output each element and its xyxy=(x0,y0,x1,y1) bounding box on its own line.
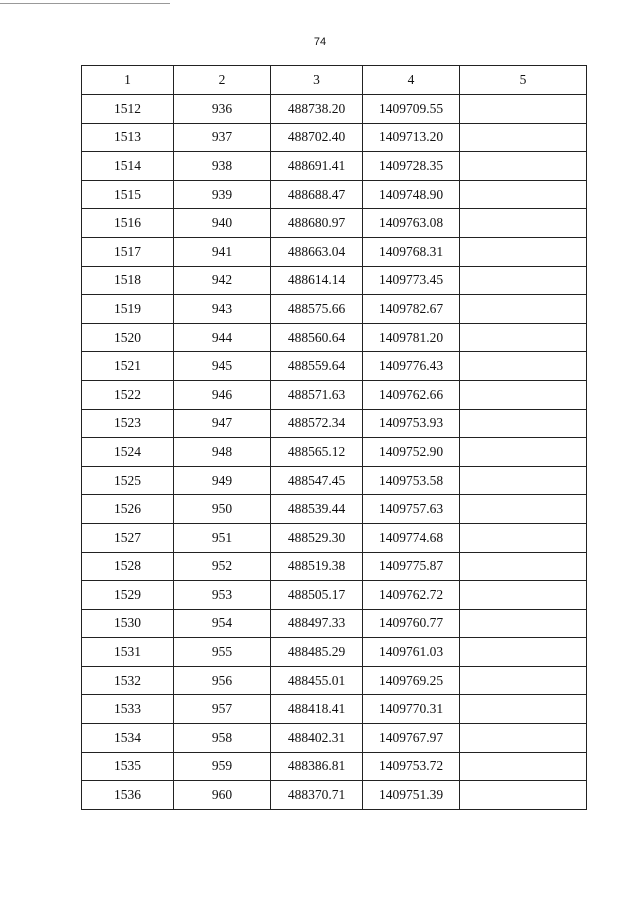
cell-coordinate-y: 1409751.39 xyxy=(363,781,460,810)
cell-coordinate-x: 488402.31 xyxy=(271,724,363,753)
cell-note xyxy=(460,752,587,781)
cell-note xyxy=(460,180,587,209)
cell-coordinate-y: 1409761.03 xyxy=(363,638,460,667)
table-row xyxy=(82,523,587,552)
cell-point-number: 1514 xyxy=(82,152,174,181)
table-row xyxy=(82,209,587,238)
column-header-5: 5 xyxy=(460,66,587,95)
cell-point-number: 1535 xyxy=(82,752,174,781)
cell-coordinate-x: 488418.41 xyxy=(271,695,363,724)
cell-coordinate-x: 488663.04 xyxy=(271,237,363,266)
cell-coordinate-y: 1409781.20 xyxy=(363,323,460,352)
cell-coordinate-x: 488738.20 xyxy=(271,95,363,124)
cell-point-number: 1512 xyxy=(82,95,174,124)
cell-point-number: 1516 xyxy=(82,209,174,238)
table-row xyxy=(82,495,587,524)
cell-note xyxy=(460,666,587,695)
cell-note xyxy=(460,495,587,524)
cell-vertex-number: 958 xyxy=(174,724,271,753)
cell-coordinate-x: 488485.29 xyxy=(271,638,363,667)
table-row xyxy=(82,380,587,409)
table-row xyxy=(82,466,587,495)
column-header-3: 3 xyxy=(271,66,363,95)
cell-coordinate-x: 488497.33 xyxy=(271,609,363,638)
cell-coordinate-y: 1409774.68 xyxy=(363,523,460,552)
table-row xyxy=(82,581,587,610)
cell-coordinate-y: 1409769.25 xyxy=(363,666,460,695)
cell-coordinate-y: 1409728.35 xyxy=(363,152,460,181)
table-row xyxy=(82,638,587,667)
cell-coordinate-x: 488559.64 xyxy=(271,352,363,381)
cell-coordinate-y: 1409760.77 xyxy=(363,609,460,638)
cell-note xyxy=(460,237,587,266)
cell-vertex-number: 936 xyxy=(174,95,271,124)
cell-coordinate-x: 488680.97 xyxy=(271,209,363,238)
cell-note xyxy=(460,609,587,638)
cell-note xyxy=(460,409,587,438)
cell-coordinate-y: 1409748.90 xyxy=(363,180,460,209)
table-row xyxy=(82,666,587,695)
cell-coordinate-x: 488688.47 xyxy=(271,180,363,209)
cell-coordinate-x: 488560.64 xyxy=(271,323,363,352)
cell-coordinate-y: 1409782.67 xyxy=(363,295,460,324)
cell-point-number: 1526 xyxy=(82,495,174,524)
cell-coordinate-y: 1409709.55 xyxy=(363,95,460,124)
cell-vertex-number: 940 xyxy=(174,209,271,238)
cell-coordinate-y: 1409767.97 xyxy=(363,724,460,753)
table-row xyxy=(82,295,587,324)
cell-point-number: 1515 xyxy=(82,180,174,209)
column-header-1: 1 xyxy=(82,66,174,95)
cell-vertex-number: 953 xyxy=(174,581,271,610)
column-header-2: 2 xyxy=(174,66,271,95)
cell-coordinate-x: 488539.44 xyxy=(271,495,363,524)
cell-coordinate-y: 1409762.72 xyxy=(363,581,460,610)
cell-coordinate-y: 1409770.31 xyxy=(363,695,460,724)
cell-note xyxy=(460,638,587,667)
cell-coordinate-y: 1409753.72 xyxy=(363,752,460,781)
cell-note xyxy=(460,380,587,409)
cell-coordinate-y: 1409763.08 xyxy=(363,209,460,238)
table-row xyxy=(82,552,587,581)
cell-vertex-number: 945 xyxy=(174,352,271,381)
table-row xyxy=(82,438,587,467)
cell-point-number: 1517 xyxy=(82,237,174,266)
cell-coordinate-x: 488565.12 xyxy=(271,438,363,467)
table-row xyxy=(82,323,587,352)
cell-point-number: 1520 xyxy=(82,323,174,352)
cell-point-number: 1524 xyxy=(82,438,174,467)
table-row xyxy=(82,352,587,381)
cell-note xyxy=(460,323,587,352)
column-header-4: 4 xyxy=(363,66,460,95)
cell-vertex-number: 951 xyxy=(174,523,271,552)
cell-vertex-number: 955 xyxy=(174,638,271,667)
cell-coordinate-x: 488702.40 xyxy=(271,123,363,152)
cell-note xyxy=(460,552,587,581)
cell-point-number: 1522 xyxy=(82,380,174,409)
cell-note xyxy=(460,123,587,152)
cell-coordinate-y: 1409752.90 xyxy=(363,438,460,467)
cell-coordinate-x: 488572.34 xyxy=(271,409,363,438)
cell-vertex-number: 942 xyxy=(174,266,271,295)
coordinates-table xyxy=(81,65,587,810)
cell-coordinate-y: 1409762.66 xyxy=(363,380,460,409)
table-row xyxy=(82,95,587,124)
cell-note xyxy=(460,209,587,238)
cell-point-number: 1529 xyxy=(82,581,174,610)
cell-point-number: 1534 xyxy=(82,724,174,753)
cell-coordinate-x: 488370.71 xyxy=(271,781,363,810)
cell-note xyxy=(460,581,587,610)
cell-point-number: 1513 xyxy=(82,123,174,152)
cell-point-number: 1531 xyxy=(82,638,174,667)
cell-note xyxy=(460,523,587,552)
table-header-row xyxy=(82,66,587,95)
cell-coordinate-y: 1409768.31 xyxy=(363,237,460,266)
cell-point-number: 1521 xyxy=(82,352,174,381)
cell-vertex-number: 954 xyxy=(174,609,271,638)
cell-coordinate-x: 488575.66 xyxy=(271,295,363,324)
cell-coordinate-x: 488571.63 xyxy=(271,380,363,409)
cell-vertex-number: 960 xyxy=(174,781,271,810)
cell-coordinate-y: 1409753.58 xyxy=(363,466,460,495)
cell-note xyxy=(460,695,587,724)
cell-point-number: 1528 xyxy=(82,552,174,581)
page-number: 74 xyxy=(313,36,327,48)
cell-note xyxy=(460,724,587,753)
cell-vertex-number: 952 xyxy=(174,552,271,581)
cell-vertex-number: 947 xyxy=(174,409,271,438)
table-row xyxy=(82,152,587,181)
cell-coordinate-y: 1409713.20 xyxy=(363,123,460,152)
table-row xyxy=(82,237,587,266)
cell-coordinate-y: 1409757.63 xyxy=(363,495,460,524)
cell-coordinate-y: 1409776.43 xyxy=(363,352,460,381)
cell-coordinate-x: 488386.81 xyxy=(271,752,363,781)
cell-point-number: 1519 xyxy=(82,295,174,324)
cell-coordinate-x: 488691.41 xyxy=(271,152,363,181)
cell-note xyxy=(460,352,587,381)
cell-note xyxy=(460,266,587,295)
cell-vertex-number: 957 xyxy=(174,695,271,724)
cell-vertex-number: 949 xyxy=(174,466,271,495)
cell-vertex-number: 938 xyxy=(174,152,271,181)
cell-coordinate-y: 1409773.45 xyxy=(363,266,460,295)
cell-point-number: 1518 xyxy=(82,266,174,295)
table-row xyxy=(82,724,587,753)
cell-point-number: 1527 xyxy=(82,523,174,552)
cell-coordinate-x: 488505.17 xyxy=(271,581,363,610)
cell-vertex-number: 939 xyxy=(174,180,271,209)
table-row xyxy=(82,123,587,152)
cell-coordinate-x: 488455.01 xyxy=(271,666,363,695)
cell-note xyxy=(460,781,587,810)
cell-vertex-number: 937 xyxy=(174,123,271,152)
table-body xyxy=(82,95,587,810)
table-row xyxy=(82,409,587,438)
cell-coordinate-x: 488519.38 xyxy=(271,552,363,581)
cell-coordinate-x: 488614.14 xyxy=(271,266,363,295)
cell-point-number: 1532 xyxy=(82,666,174,695)
cell-note xyxy=(460,152,587,181)
table-row xyxy=(82,180,587,209)
cell-coordinate-y: 1409775.87 xyxy=(363,552,460,581)
cell-note xyxy=(460,95,587,124)
cell-vertex-number: 943 xyxy=(174,295,271,324)
cell-coordinate-x: 488547.45 xyxy=(271,466,363,495)
table-row xyxy=(82,781,587,810)
cell-point-number: 1533 xyxy=(82,695,174,724)
cell-vertex-number: 946 xyxy=(174,380,271,409)
cell-vertex-number: 944 xyxy=(174,323,271,352)
cell-point-number: 1536 xyxy=(82,781,174,810)
cell-coordinate-x: 488529.30 xyxy=(271,523,363,552)
cell-point-number: 1525 xyxy=(82,466,174,495)
top-rule xyxy=(0,3,170,4)
cell-vertex-number: 941 xyxy=(174,237,271,266)
cell-point-number: 1530 xyxy=(82,609,174,638)
cell-vertex-number: 959 xyxy=(174,752,271,781)
table-row xyxy=(82,609,587,638)
cell-vertex-number: 956 xyxy=(174,666,271,695)
table-row xyxy=(82,695,587,724)
cell-vertex-number: 950 xyxy=(174,495,271,524)
cell-point-number: 1523 xyxy=(82,409,174,438)
cell-note xyxy=(460,438,587,467)
cell-note xyxy=(460,466,587,495)
cell-vertex-number: 948 xyxy=(174,438,271,467)
table-row xyxy=(82,752,587,781)
cell-coordinate-y: 1409753.93 xyxy=(363,409,460,438)
table-row xyxy=(82,266,587,295)
cell-note xyxy=(460,295,587,324)
